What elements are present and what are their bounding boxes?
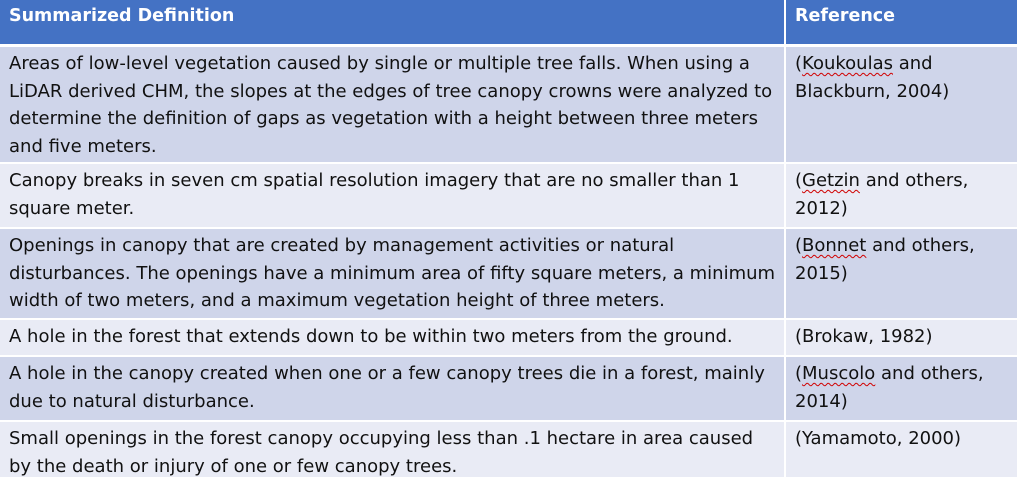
table-header-row [0,0,1017,44]
table-row [0,47,1017,162]
definition-cell: Areas of low-level vegetation caused by single or multiple tree falls. When using a LiDAR derived CHM, the slopes at the edges of tree canopy crowns were analyzed to determine the definition of gaps as vegetation with a height between three meters and five meters. [9,53,773,157]
definition-cell: A hole in the canopy created when one or a few canopy trees die in a forest, mainly due to natural disturbance. [9,363,765,412]
reference-rest: and others, 2015) [795,235,975,284]
definition-cell: Small openings in the forest canopy occupying less than .1 hectare in area caused by the death or injury of one or few canopy trees. [9,428,754,477]
reference-author: Bonnet [802,235,867,256]
reference-author: Muscolo [802,363,876,384]
header-reference: Reference [784,0,1017,44]
reference-rest: and others, 2014) [795,363,984,412]
reference-cell: (Yamamoto, 2000) [784,422,1017,477]
reference-cell [784,47,1017,162]
reference-open: ( [795,363,803,384]
header-summarized-definition: Summarized Definition [9,6,235,26]
reference-open: ( [795,53,803,74]
reference-author: Getzin [802,170,860,191]
definition-cell: Canopy breaks in seven cm spatial resolution imagery that are no smaller than 1 square meter. [9,170,740,219]
reference-open: ( [795,170,803,191]
reference-cell [784,164,1017,227]
reference-cell: (Brokaw, 1982) [784,320,1017,355]
table-row [0,164,1017,227]
table-row [0,422,1017,477]
definition-cell: A hole in the forest that extends down to be within two meters from the ground. [9,326,733,347]
definition-cell: Openings in canopy that are created by management activities or natural disturbances. The openings have a minimum area of fifty square meters, a minimum width of two meters, and a maximum vegetation height of three meters. [9,235,776,311]
table-row [0,229,1017,318]
reference-cell [784,357,1017,420]
reference-open: ( [795,235,803,256]
table-row [0,320,1017,355]
reference-author: Koukoulas [802,53,893,74]
reference-rest: and Blackburn, 2004) [795,53,950,102]
reference-rest: and others, 2012) [795,170,969,219]
reference-cell [784,229,1017,318]
table-row [0,357,1017,420]
